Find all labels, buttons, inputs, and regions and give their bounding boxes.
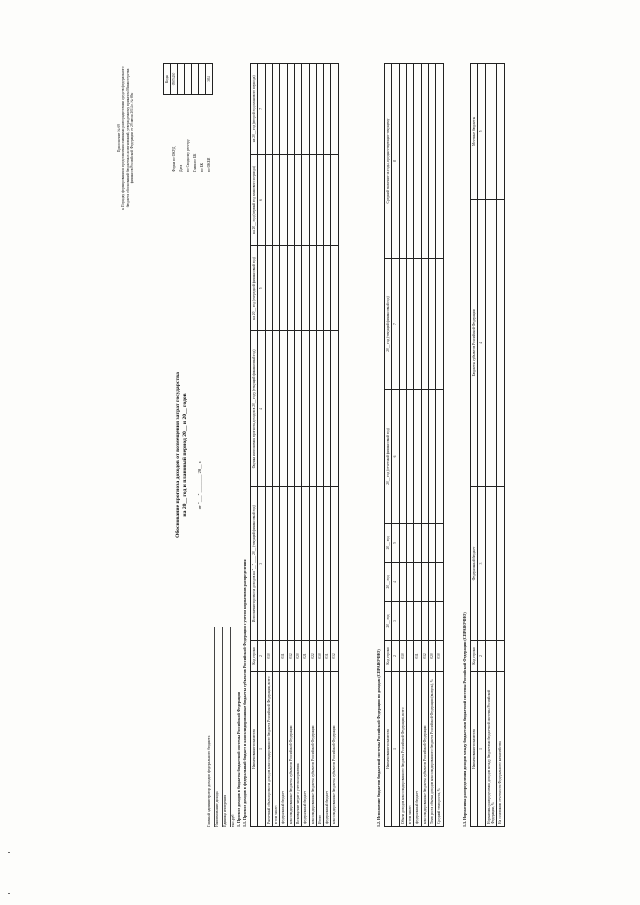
section3-heading: 1.3. Нормативы распределения доходов между бюджетами бюджетной системы Российской Федерации (СПРАВОЧНО) [462, 612, 467, 827]
col-header: 20__ год [385, 562, 392, 601]
row-name: консолидированные бюджеты субъектов Российской Федерации [287, 672, 294, 827]
codes-block [163, 63, 213, 173]
forecast-table [250, 63, 339, 827]
date-line: от "___" ________ 20__ г. [197, 460, 202, 510]
table-row [309, 64, 316, 827]
row-code [497, 641, 504, 672]
col-header: Исполнение прогноза доходов на "__" ____ 20__ (текущий финансовый год) [251, 487, 258, 641]
row-code: 012 [421, 641, 428, 672]
row-name: в том числе: [406, 672, 413, 827]
table-row [316, 64, 323, 827]
codes-header: Коды [164, 64, 171, 95]
code-value: 0505430 [171, 64, 178, 95]
norms-table [470, 63, 505, 827]
meta-admin: Главный администратор доходов федерального бюджета [207, 627, 215, 827]
form-meta [207, 367, 236, 827]
col-number: 2 [478, 641, 485, 672]
form-header-note [117, 63, 134, 213]
col-header: Средний значение за годы, предшествующие текущему [385, 64, 392, 259]
row-name: консолидированные бюджеты субъектов Российской Федерации [331, 672, 338, 827]
table-row [331, 64, 338, 827]
row-code [406, 641, 413, 672]
col-number: 5 [392, 523, 399, 562]
row-code: 031 [324, 641, 331, 672]
row-code: 030 [316, 641, 323, 672]
table-row [399, 64, 406, 827]
row-code: 032 [331, 641, 338, 672]
row-name: Возмещение затрат с учетом норматива [294, 672, 301, 827]
table-row [497, 64, 504, 827]
row-name: Нормативы распределения доходов между бюджетами бюджетной системы Российской Федерации, % [485, 672, 497, 827]
col-number: 4 [478, 199, 485, 486]
row-code: 022 [309, 641, 316, 672]
execution-table [384, 63, 444, 827]
col-header: Код строки [385, 641, 392, 672]
col-header: Код строки [251, 641, 258, 672]
table-row [280, 64, 287, 827]
meta-unit: Единица измерения [223, 627, 231, 827]
col-number: 8 [392, 64, 399, 259]
row-code: 020 [294, 641, 301, 672]
row-name: федеральный бюджет [280, 672, 287, 827]
col-number: 7 [258, 64, 265, 155]
code-label: Дата [178, 164, 183, 172]
code-value [192, 64, 199, 95]
table-row [436, 64, 443, 827]
col-header: на 20__ год (первый год планового периода) [251, 154, 258, 246]
code-label: Форма по ОКУД [171, 146, 176, 172]
col-number: 5 [478, 64, 485, 200]
meta-income-name: Наименование дохода [215, 627, 223, 827]
code-label: по ОКЕИ [206, 157, 211, 172]
col-number: 6 [392, 390, 399, 524]
row-code: 021 [302, 641, 309, 672]
row-code: 010 [265, 641, 272, 672]
row-name: федеральный бюджет [414, 672, 421, 827]
scan-artifact-dash [8, 893, 10, 894]
col-header: Федеральный бюджет [471, 487, 478, 641]
row-name: в том числе: [272, 672, 279, 827]
col-header: Местные бюджеты [471, 64, 478, 200]
appendix-note: к Порядку формирования и представления главными распорядителями средств федерального бюджета обоснований бюджетных ассигнований, утвержденному приказом Министерства финансов Российской Федерации от 29 июля 2014 г. № 69н [121, 66, 134, 210]
unit-value: тыс.руб [231, 814, 235, 827]
table-row [265, 64, 272, 827]
row-code: 030 [436, 641, 443, 672]
table-row [294, 64, 301, 827]
col-header: Наименование показателя [385, 672, 392, 827]
col-header: на 20__ год (второй год планового периода) [251, 64, 258, 155]
subtitle-line: на 20__ год и плановый период 20__ и 20__ годов [181, 393, 188, 517]
row-name: Средний темп роста, % [436, 672, 443, 827]
section1-subheading: 1.1. Прогноз доходов в федеральный бюджет и консолидированные бюджеты субъектов Российской Федерации с учетом нормативов распределения [242, 559, 247, 827]
row-name: На основании отчетности Федерального казначейства [497, 672, 504, 827]
title-line: Обоснование прогноза доходов от возмещения затрат государства [175, 372, 181, 538]
table-row [428, 64, 435, 827]
col-number: 4 [258, 331, 265, 487]
code-value: 384 [206, 64, 213, 95]
table-row [302, 64, 309, 827]
row-code: 020 [428, 641, 435, 672]
col-number: 7 [392, 259, 399, 390]
col-number: 1 [258, 672, 265, 827]
row-name: Расчетный объем прогноза доходов консолидированного бюджета Российской Федерации, всего [265, 672, 272, 827]
row-code: 012 [287, 641, 294, 672]
row-name: Объем доходов консолидированного бюджета Российской Федерации, всего [399, 672, 406, 827]
col-number: 4 [392, 562, 399, 601]
row-name: Темп роста объема доходов консолидированного бюджета Российской Федерации (выпуск), % [428, 672, 435, 827]
row-name: федеральный бюджет [324, 672, 331, 827]
row-name: консолидированные бюджеты субъектов Российской Федерации [421, 672, 428, 827]
col-number: 2 [258, 641, 265, 672]
code-value [199, 64, 206, 95]
col-header: 20__ год [385, 601, 392, 640]
col-number: 5 [258, 246, 265, 331]
table-row [414, 64, 421, 827]
table-row [287, 64, 294, 827]
col-header: 20__ год [385, 523, 392, 562]
code-value [185, 64, 192, 95]
document-title [175, 255, 188, 655]
table-row [421, 64, 428, 827]
code-label: по Сводному реестру [185, 139, 190, 172]
rotated-form-page [111, 55, 521, 835]
code-value [178, 64, 185, 95]
code-label: по БК [199, 162, 204, 172]
table-row [406, 64, 413, 827]
col-header: Наименование показателя [251, 672, 258, 827]
row-code [485, 641, 497, 672]
row-code [272, 641, 279, 672]
col-header: Наименование показателя [471, 672, 478, 827]
col-header: 20__ год (текущий финансовый год) [385, 259, 392, 390]
code-label: Глава по БК [192, 153, 197, 172]
col-number: 3 [392, 601, 399, 640]
col-header: на 20__ год (очередной финансовый год) [251, 246, 258, 331]
appendix-number: Приложение № 69 [117, 123, 121, 153]
section2-heading: 1.2. Исполнение бюджетов бюджетной системы Российской Федерации по доходам (СПРАВОЧНО) [376, 649, 381, 827]
table-row [272, 64, 279, 827]
col-number: 1 [392, 672, 399, 827]
col-number: 6 [258, 154, 265, 246]
row-name: Итого [316, 672, 323, 827]
row-name: федеральный бюджет [302, 672, 309, 827]
table-row [485, 64, 497, 827]
row-code: 011 [280, 641, 287, 672]
col-header: 20__ год (отчетный финансовый год) [385, 390, 392, 524]
table-row [324, 64, 331, 827]
col-number: 3 [258, 487, 265, 641]
section1-heading: 1. Прогноз доходов в бюджеты бюджетной системы Российской Федерации [236, 692, 241, 827]
row-name: консолидированные бюджеты субъектов Российской Федерации [309, 672, 316, 827]
col-number: 2 [392, 641, 399, 672]
col-header: Оценка исполнения прогноза доходов в 20__ году (текущий финансовый год) [251, 331, 258, 487]
row-code: 011 [414, 641, 421, 672]
col-number: 3 [478, 487, 485, 641]
scan-artifact-dash [8, 852, 10, 853]
col-header: Код строки [471, 641, 478, 672]
col-header: Бюджеты субъектов Российской Федерации [471, 199, 478, 486]
row-code: 010 [399, 641, 406, 672]
col-number: 1 [478, 672, 485, 827]
